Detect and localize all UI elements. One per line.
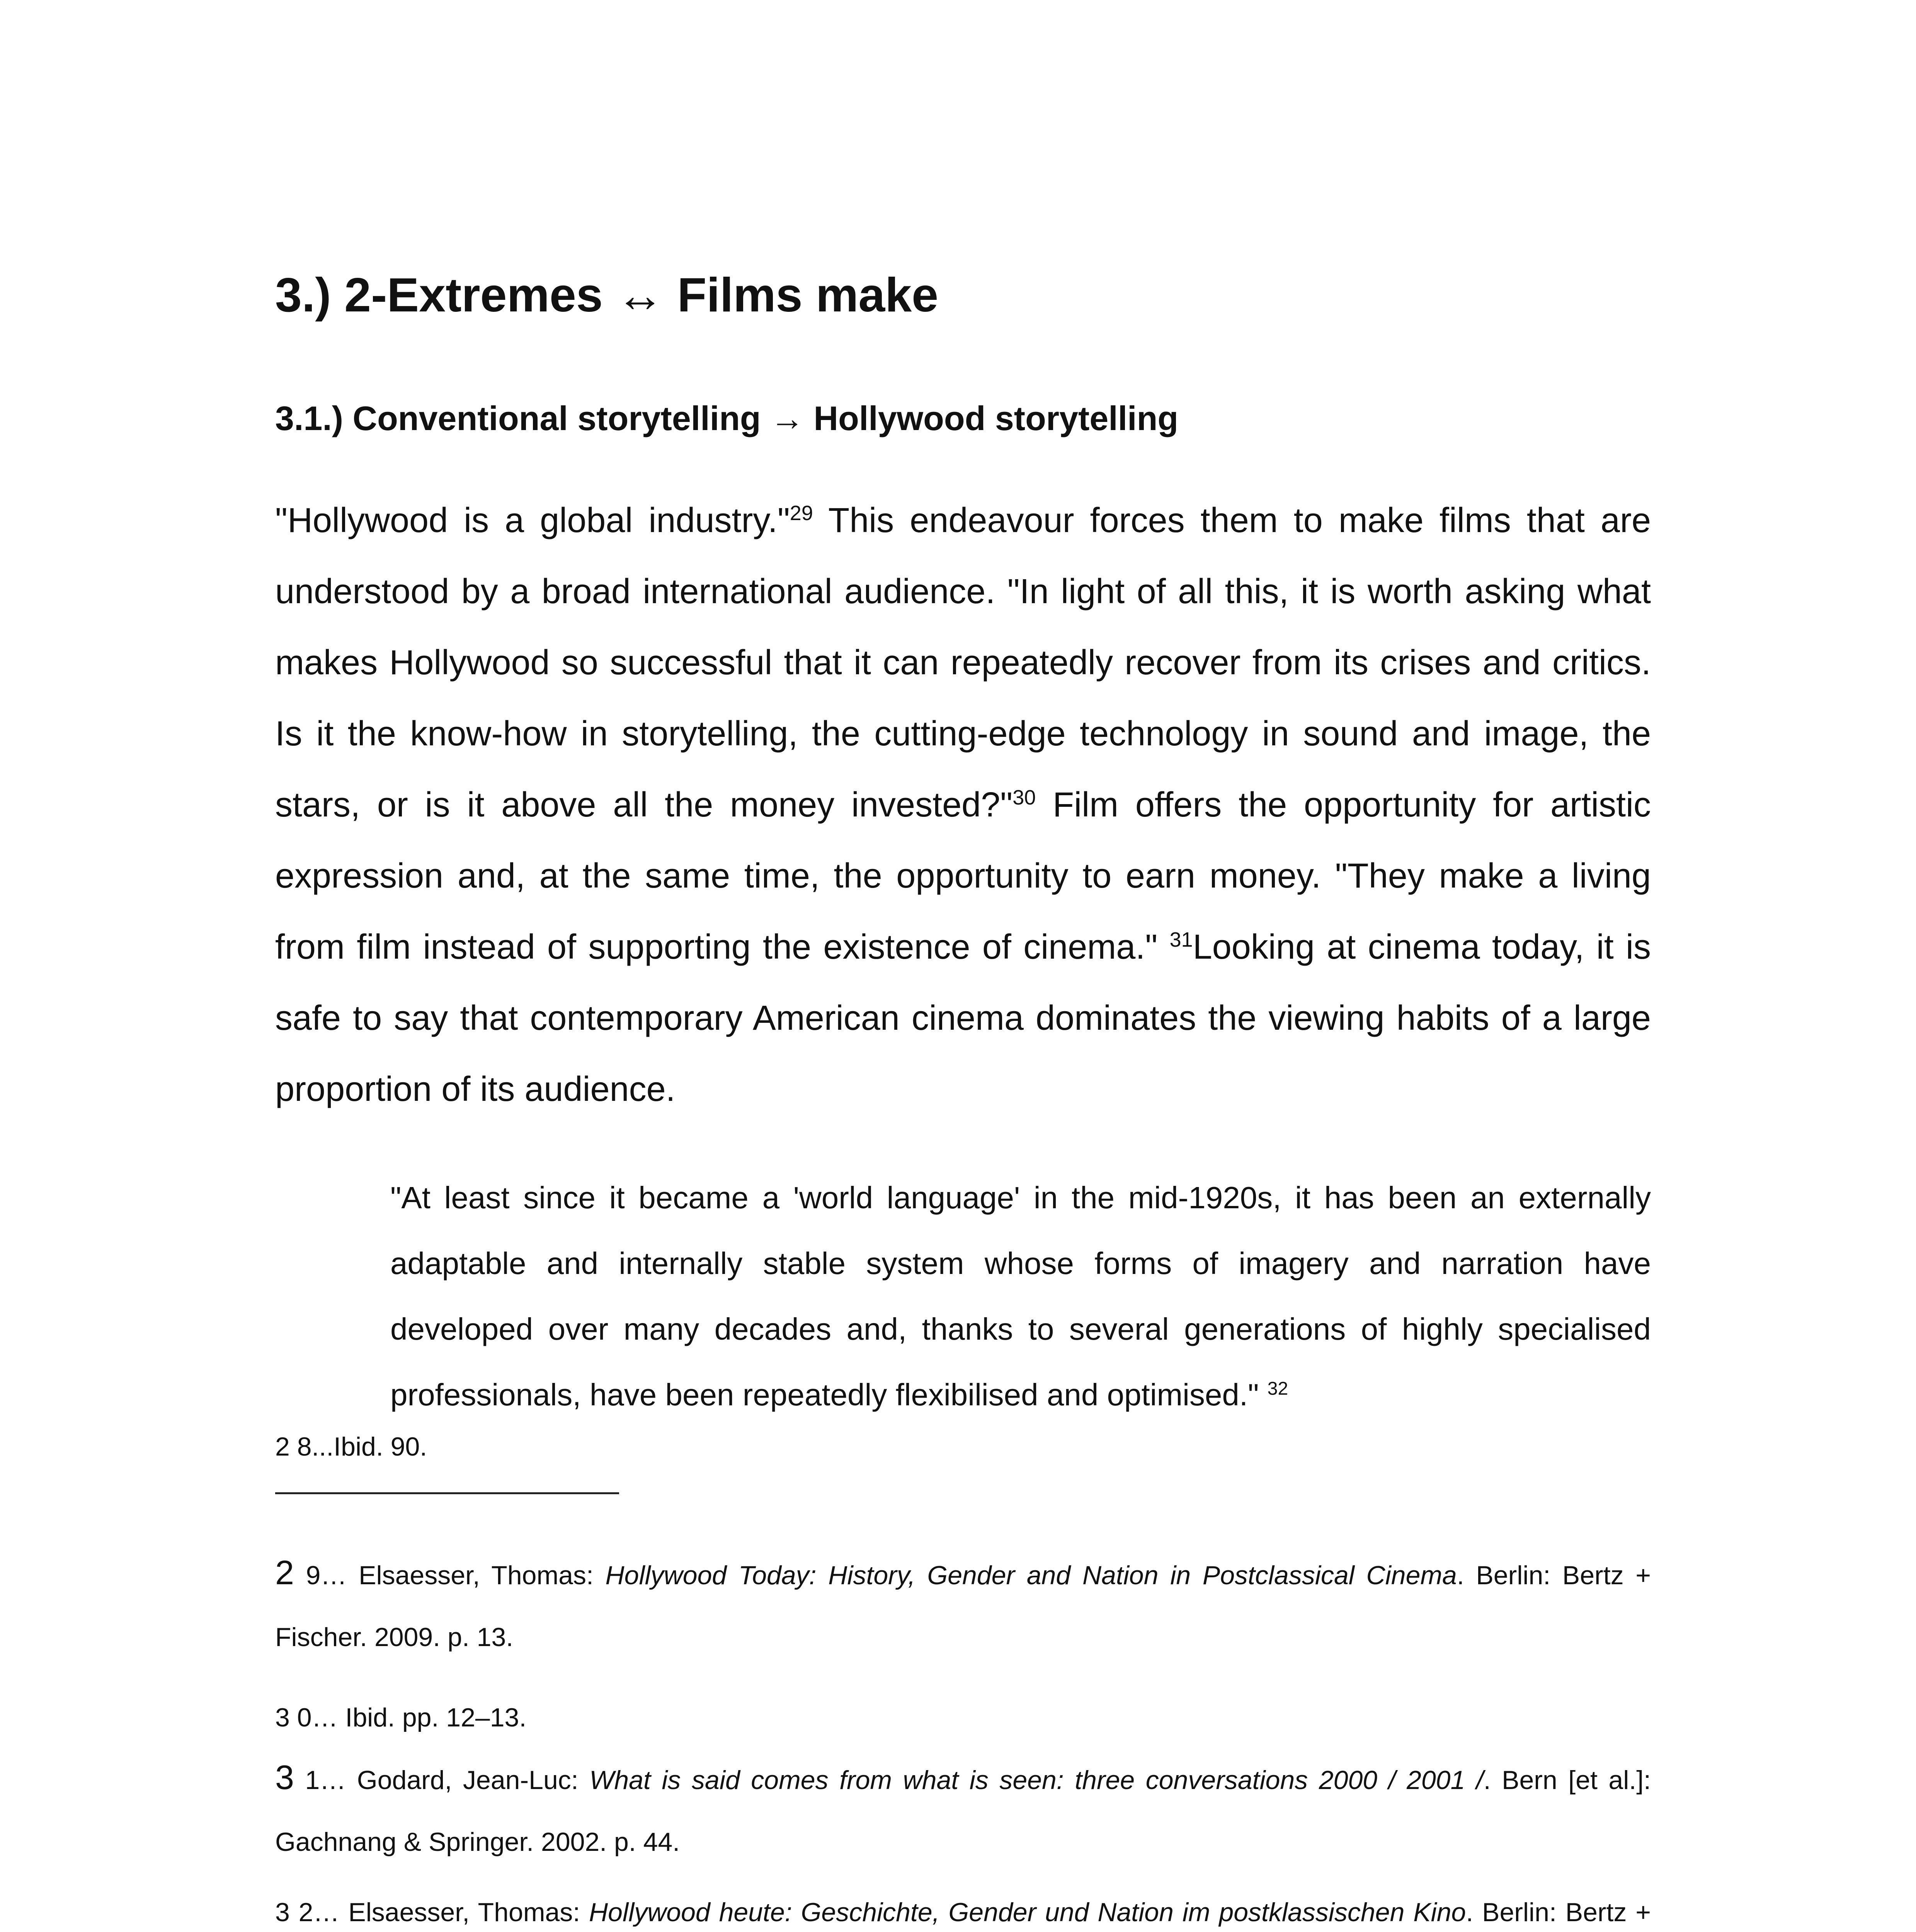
body-text-part: Looking at cinema today, it is safe to say that contemporary American cinema dominates the viewing habits of a large proportion of its audience. <box>275 928 1651 1109</box>
body-paragraph <box>275 485 1651 1125</box>
footnote-title: What is said comes from what is seen: three conversations 2000 / 2001 / <box>589 1765 1484 1795</box>
footnote-29 <box>275 1542 1651 1668</box>
footnote-text: 3 2… Elsaesser, Thomas: <box>275 1898 589 1927</box>
footnote-separator <box>275 1492 619 1494</box>
footnote-text: 1… Godard, Jean-Luc: <box>294 1765 590 1795</box>
body-text-part: Film offers the opportunity for artistic expression and, at the same time, the opportunity to earn money. "They make a living from film instead of supporting the existence of cinema." <box>275 786 1651 966</box>
quote-text: "At least since it became a 'world language' in the mid-1920s, it has been an externally adaptable and internally stable system whose forms of imagery and narration have developed over many decades and, thanks to several generations of highly specialised professionals, have been repeatedly flexibilised and optimised." <box>390 1180 1651 1412</box>
block-quote <box>390 1165 1651 1428</box>
footnote-30: 3 0… Ibid. pp. 12–13. <box>275 1703 527 1732</box>
footnote-ref-32[interactable]: 32 <box>1267 1378 1288 1399</box>
section-heading: 3.1.) Conventional storytelling → Hollywood storytelling <box>275 399 1179 437</box>
body-text-part: This endeavour forces them to make films that are understood by a broad international audience. "In light of all this, it is worth asking what makes Hollywood so successful that it can repeatedly recover from its crises and critics. Is it the know-how in storytelling, the cutting-edge technology in sound and image, the stars, or is it above all the money invested?" <box>275 501 1651 824</box>
chapter-heading: 3.) 2-Extremes ↔ Films make <box>275 269 939 322</box>
footnote-ref-30[interactable]: 30 <box>1012 786 1036 809</box>
footnote-carryover: 2 8...Ibid. 90. <box>275 1432 427 1461</box>
footnote-text: 9… Elsaesser, Thomas: <box>294 1561 606 1590</box>
footnote-title: Hollywood heute: Geschichte, Gender und Nation im postklassischen Kino <box>589 1898 1466 1927</box>
footnote-number: 3 <box>275 1758 294 1796</box>
footnote-text: . Berlin: Bertz + <box>1466 1898 1651 1927</box>
footnote-title: Hollywood Today: History, Gender and Nation in Postclassical Cinema <box>605 1561 1457 1590</box>
footnote-31 <box>275 1747 1651 1873</box>
footnote-text: . Bern [et al.]: Gachnang & Springer. 2002. p. 44. <box>275 1765 1651 1857</box>
body-text-part: "Hollywood is a global industry." <box>275 501 790 540</box>
footnote-ref-31[interactable]: 31 <box>1169 928 1193 951</box>
footnote-text: . Berlin: Bertz + Fischer. 2009. p. 13. <box>275 1561 1651 1652</box>
footnote-ref-29[interactable]: 29 <box>790 502 813 525</box>
footnote-number: 2 <box>275 1553 294 1592</box>
footnote-32 <box>275 1893 1651 1932</box>
